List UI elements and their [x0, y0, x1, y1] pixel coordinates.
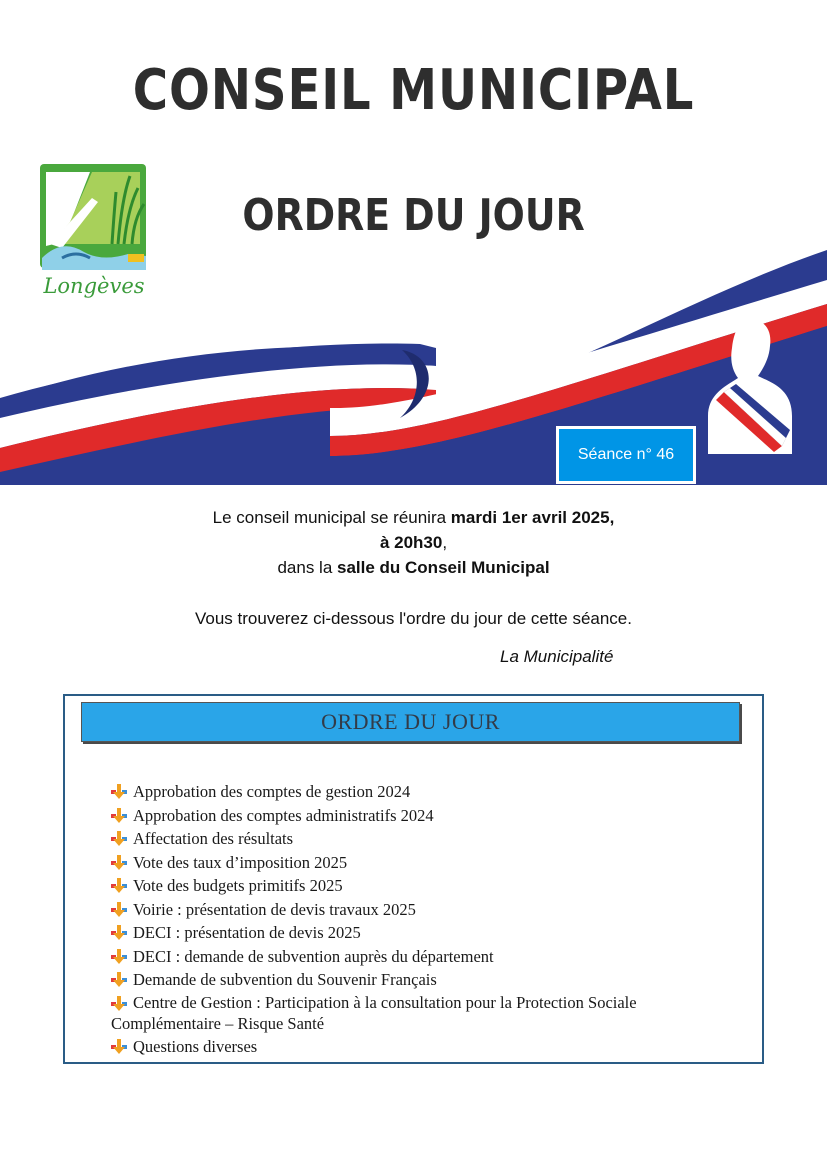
arrow-down-bullet-icon	[111, 949, 127, 965]
agenda-item	[111, 780, 731, 804]
page-title: CONSEIL MUNICIPAL	[132, 58, 695, 123]
agenda-item-text: Voirie : présentation de devis travaux 2025	[133, 899, 416, 919]
intro-line-time	[0, 530, 827, 555]
agenda-box	[63, 694, 764, 1064]
agenda-item-text: Vote des taux d’imposition 2025	[133, 852, 348, 872]
arrow-down-bullet-icon	[111, 831, 127, 847]
meeting-time: à 20h30	[379, 533, 443, 552]
agenda-item	[111, 851, 731, 875]
meeting-place: salle du Conseil Municipal	[337, 558, 550, 577]
intro-line-agenda-note: Vous trouverez ci-dessous l'ordre du jour de cette séance.	[195, 609, 632, 628]
intro-line-date	[0, 505, 827, 530]
agenda-item-text: DECI : demande de subvention auprès du département	[133, 946, 494, 966]
agenda-item-text: DECI : présentation de devis 2025	[133, 923, 361, 942]
intro-time-suffix: ,	[442, 533, 448, 552]
agenda-item-text: Approbation des comptes administratifs 2024	[133, 805, 434, 825]
agenda-item	[111, 874, 731, 898]
arrow-down-bullet-icon	[111, 784, 127, 800]
arrow-down-bullet-icon	[111, 855, 127, 871]
agenda-item-text: Centre de Gestion : Participation à la consultation pour la Protection Sociale	[133, 992, 637, 1012]
intro-date-prefix: Le conseil municipal se réunira	[212, 508, 451, 527]
arrow-down-bullet-icon	[111, 878, 127, 894]
agenda-item	[111, 945, 731, 969]
agenda-item-text: Vote des budgets primitifs 2025	[133, 876, 343, 895]
signature: La Municipalité	[500, 647, 614, 666]
arrow-down-bullet-icon	[111, 902, 127, 918]
agenda-list	[111, 780, 731, 1058]
agenda-item	[111, 921, 731, 945]
arrow-down-bullet-icon	[111, 972, 127, 988]
intro-place-prefix: dans la	[277, 558, 337, 577]
agenda-item	[111, 827, 731, 851]
agenda-item-text: Affectation des résultats	[133, 829, 294, 848]
agenda-item	[111, 968, 731, 992]
agenda-item	[111, 992, 731, 1034]
agenda-item-text: Approbation des comptes de gestion 2024	[133, 782, 411, 801]
arrow-down-bullet-icon	[111, 1039, 127, 1055]
marianne-bust-icon	[700, 316, 800, 456]
arrow-down-bullet-icon	[111, 996, 127, 1012]
seance-number-badge: Séance n° 46	[556, 426, 696, 484]
logo-name: Longèves	[43, 274, 145, 298]
page-subtitle: ORDRE DU JOUR	[242, 190, 585, 241]
agenda-item-text-continued: Complémentaire – Risque Santé	[111, 1013, 325, 1033]
meeting-date: mardi 1er avril 2025,	[450, 508, 615, 527]
arrow-down-bullet-icon	[111, 808, 127, 824]
agenda-item-text: Questions diverses	[133, 1036, 258, 1056]
intro-line-place	[0, 555, 827, 580]
arrow-down-bullet-icon	[111, 925, 127, 941]
agenda-item	[111, 898, 731, 922]
agenda-item	[111, 804, 731, 828]
intro-text	[0, 505, 827, 631]
agenda-item-text: Demande de subvention du Souvenir Français	[133, 970, 437, 989]
agenda-item	[111, 1035, 731, 1059]
agenda-title: ORDRE DU JOUR	[81, 702, 740, 742]
